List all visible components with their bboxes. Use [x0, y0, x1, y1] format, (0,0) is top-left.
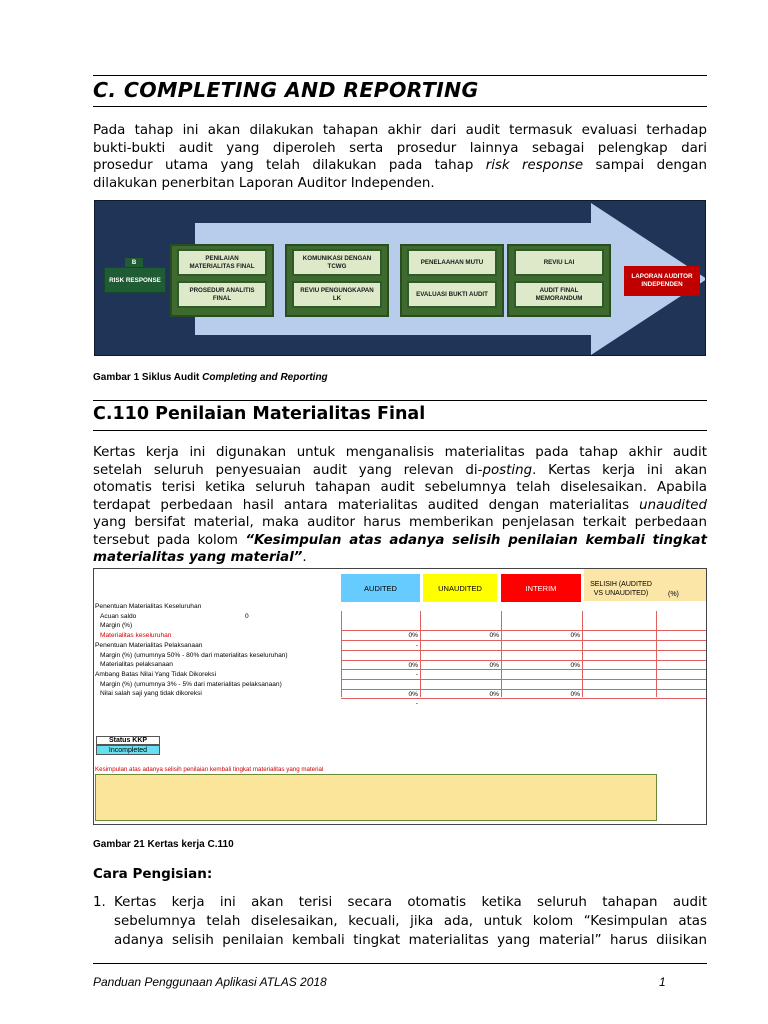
c110-line-7: [93, 549, 707, 567]
row-cell[interactable]: 0%: [341, 630, 420, 640]
row-extra-value: 0: [245, 612, 249, 620]
row-cell[interactable]: [582, 640, 656, 650]
row-cell[interactable]: [420, 698, 501, 708]
row-cell[interactable]: [656, 669, 707, 679]
header-audited: AUDITED: [341, 574, 420, 602]
risk-response-box: RISK RESPONSE: [104, 267, 166, 293]
row-label: Penentuan Materialitas Pelaksanaan: [95, 641, 203, 649]
row-cell[interactable]: 0%: [341, 660, 420, 670]
intro-line-3: [93, 157, 707, 175]
rule-c110-top: [93, 400, 707, 401]
list-line-1: Kertas kerja ini akan terisi secara otomatis ketika seluruh tahapan audit: [114, 895, 707, 910]
row-cell[interactable]: [582, 679, 656, 689]
row-cell[interactable]: [656, 689, 707, 699]
row-cell[interactable]: 0%: [501, 689, 582, 699]
row-cell[interactable]: [501, 679, 582, 689]
row-cell[interactable]: [582, 660, 656, 670]
step-penilaian-materialitas: PENILAIAN MATERIALITAS FINAL: [177, 249, 267, 276]
row-cell[interactable]: [420, 669, 501, 679]
section-title: C. COMPLETING AND REPORTING: [93, 78, 479, 102]
row-cell[interactable]: 0%: [420, 630, 501, 640]
list-line-2: sebelumnya telah diselesaikan, kecuali, jika ada, untuk kolom “Kesimpulan atas: [114, 914, 707, 929]
cara-title: Cara Pengisian:: [93, 866, 213, 882]
intro-line-4: dilakukan penerbitan Laporan Auditor Independen.: [93, 175, 435, 191]
step-audit-final-memo: AUDIT FINAL MEMORANDUM: [514, 281, 604, 308]
grid-line-4: [582, 611, 583, 697]
row-cell[interactable]: 0%: [341, 689, 420, 699]
row-label: Ambang Batas Nilai Yang Tidak Dikoreksi: [95, 670, 217, 678]
c110-line-6: [93, 532, 707, 550]
status-kkp-label: Status KKP: [96, 736, 160, 745]
kesimpulan-quote-b: materialitas yang material”: [93, 550, 303, 565]
step-evaluasi-bukti: EVALUASI BUKTI AUDIT: [407, 281, 497, 308]
row-cell[interactable]: 0%: [420, 689, 501, 699]
step-komunikasi-tcwg: KOMUNIKASI DENGAN TCWG: [292, 249, 382, 276]
row-label: Penentuan Materialitas Keseluruhan: [95, 603, 202, 610]
kesimpulan-label: Kesimpulan atas adanya selisih penilaian kembali tingkat materialitas yang material: [95, 766, 324, 773]
grid-line-5: [656, 611, 657, 697]
figure1-caption-prefix: Gambar 1 Siklus Audit: [93, 372, 203, 383]
row-cell[interactable]: [656, 698, 707, 708]
audit-cycle-diagram: [94, 200, 706, 356]
figure2-caption: Gambar 21 Kertas kerja C.110: [93, 839, 234, 850]
intro-line-3a: prosedur utama yang telah dilakukan pada tahap: [93, 158, 486, 173]
row-label: Acuan saldo: [100, 612, 137, 620]
row-cell[interactable]: 0%: [501, 630, 582, 640]
grid-line-1: [341, 611, 342, 697]
footer-title: Panduan Penggunaan Aplikasi ATLAS 2018: [93, 975, 327, 989]
row-cell[interactable]: [656, 660, 707, 670]
status-kkp-value: Incompleted: [96, 745, 160, 755]
list-item: [114, 893, 707, 950]
c110-line-3: otomatis terisi ketika seluruh tahapan audit sebelumnya telah diselesaikan. Apabila: [93, 480, 707, 495]
intro-line-3b: sampai dengan: [583, 158, 707, 173]
posting-term: posting: [482, 462, 533, 478]
stage-b-tag: B: [125, 258, 143, 269]
header-unaudited: UNAUDITED: [423, 574, 497, 602]
header-interim: INTERIM: [501, 574, 581, 602]
cara-list: [93, 893, 707, 950]
row-cell[interactable]: -: [341, 669, 420, 679]
step-prosedur-analitis: PROSEDUR ANALITIS FINAL: [177, 281, 267, 308]
laporan-auditor-box: LAPORAN AUDITOR INDEPENDEN: [624, 266, 700, 296]
figure1-caption: [93, 372, 328, 383]
header-selisih-label: SELISIH (AUDITED VS UNAUDITED): [590, 581, 652, 597]
row-cell[interactable]: [501, 698, 582, 708]
row-cell[interactable]: [582, 698, 656, 708]
row-label: Nilai salah saji yang tidak dikoreksi: [100, 690, 202, 698]
rule-c110-bottom: [93, 430, 707, 431]
c110-line-2: [93, 462, 707, 480]
c110-paragraph: [93, 444, 707, 567]
row-cell[interactable]: [420, 679, 501, 689]
row-cell[interactable]: [420, 640, 501, 650]
row-cell[interactable]: [582, 630, 656, 640]
step-reviu-lai: REVIU LAI: [514, 249, 604, 276]
row-cell[interactable]: 0%: [501, 660, 582, 670]
row-cell[interactable]: [656, 640, 707, 650]
list-line-3: adanya selisih penilaian kembali tingkat materialitas yang material” harus diisikan: [114, 933, 707, 948]
c110-line-2a: setelah seluruh penyesuaian audit yang relevan di-: [93, 462, 483, 478]
kesimpulan-quote-a: “Kesimpulan atas adanya selisih penilaian kembali tingkat: [245, 532, 707, 548]
c110-line-4: [93, 497, 707, 515]
row-label: Margin (%) (umumnya 3% - 5% dari materialitas pelaksanaan): [100, 680, 282, 688]
intro-paragraph: [93, 122, 707, 192]
grid-line-3: [501, 611, 502, 697]
row-cell[interactable]: [341, 650, 420, 660]
worksheet-c110: [93, 568, 707, 825]
header-selisih: [584, 569, 707, 601]
row-label: Margin (%): [100, 622, 133, 630]
c110-line-4a: terdapat perbedaan hasil antara materialitas audited dengan materialitas: [93, 497, 640, 513]
row-cell[interactable]: [656, 650, 707, 660]
row-label: Margin (%) (umumnya 50% - 80% dari materialitas keseluruhan): [100, 651, 288, 659]
footer-rule: [93, 963, 707, 964]
row-cell[interactable]: [582, 650, 656, 660]
risk-response-term: risk response: [485, 158, 584, 173]
row-cell[interactable]: [501, 640, 582, 650]
c110-line-1: Kertas kerja ini digunakan untuk menganalisis materialitas pada tahap akhir audit: [93, 445, 707, 460]
row-label: Materialitas keseluruhan: [100, 632, 172, 640]
kesimpulan-notes-box: [95, 774, 657, 821]
header-pct: (%): [668, 591, 679, 598]
row-cell[interactable]: 0%: [420, 660, 501, 670]
c110-title: C.110 Penilaian Materialitas Final: [93, 404, 426, 424]
figure1-caption-italic: Completing and Reporting: [202, 372, 328, 383]
unaudited-term: unaudited: [639, 497, 707, 513]
list-item-number: 1.: [93, 895, 106, 910]
row-cell[interactable]: -: [341, 698, 420, 708]
row-cell[interactable]: [420, 650, 501, 660]
step-reviu-pengungkapan: REVIU PENGUNGKAPAN LK: [292, 281, 382, 308]
row-cell[interactable]: [501, 669, 582, 679]
intro-line-2: bukti-bukti audit yang diperoleh serta prosedur lainnya sebagai pelengkap dari: [93, 140, 707, 156]
row-label: Materialitas pelaksanaan: [100, 661, 173, 669]
rule-under-title: [93, 106, 707, 107]
row-cell[interactable]: [656, 630, 707, 640]
c110-line-6a: tersebut pada kolom: [93, 532, 246, 548]
row-cell[interactable]: [582, 669, 656, 679]
row-cell[interactable]: [501, 650, 582, 660]
c110-line-7-end: .: [302, 550, 307, 565]
row-cell[interactable]: -: [341, 640, 420, 650]
step-penelaahan-mutu: PENELAAHAN MUTU: [407, 249, 497, 276]
intro-line-1: Pada tahap ini akan dilakukan tahapan akhir dari audit termasuk evaluasi terhadap: [93, 123, 707, 138]
rule-top: [93, 75, 707, 76]
page-number: 1: [659, 975, 666, 989]
row-cell[interactable]: [341, 679, 420, 689]
row-cell[interactable]: [582, 689, 656, 699]
grid-line-2: [420, 611, 421, 697]
c110-line-5: yang bersifat material, maka auditor harus memberikan penjelasan terkait perbedaan: [93, 515, 707, 530]
row-cell[interactable]: [656, 679, 707, 689]
c110-line-2b: . Kertas kerja ini akan: [532, 462, 707, 478]
